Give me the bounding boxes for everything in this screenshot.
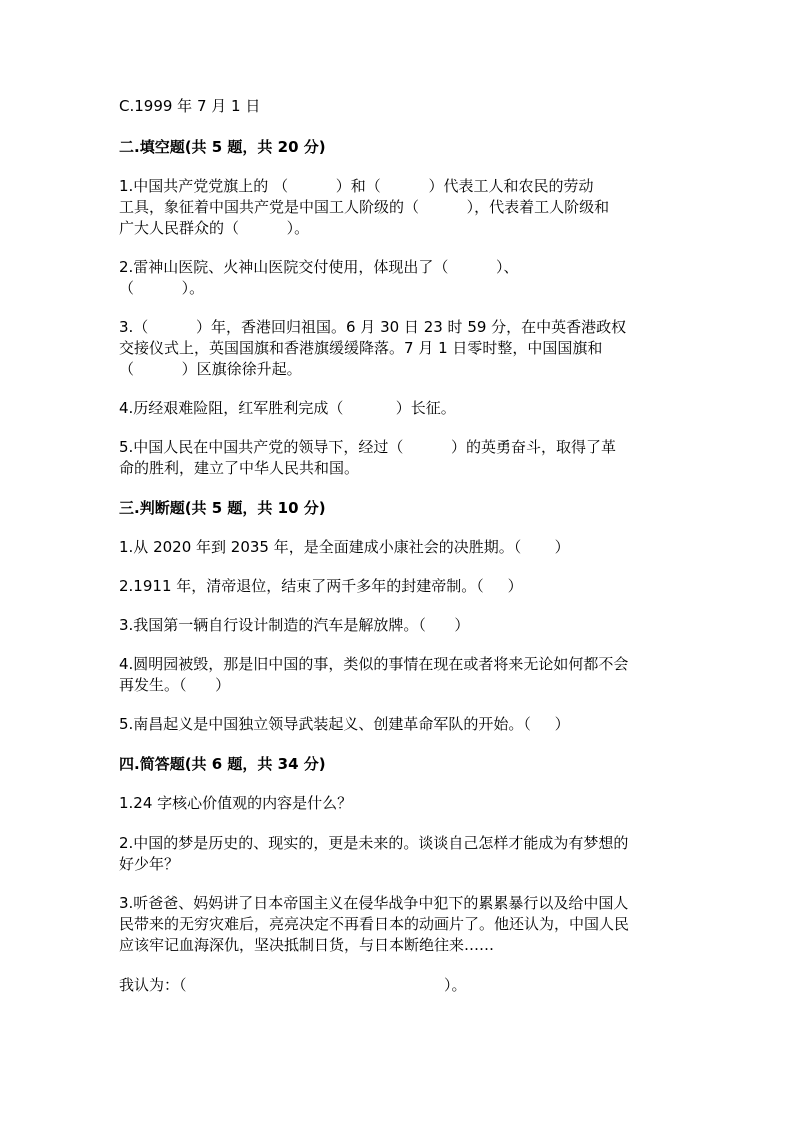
judge-q5: 5.南昌起义是中国独立领导武装起义、创建革命军队的开始。（ ） bbox=[119, 715, 570, 733]
fill-q1-line1: 1.中国共产党党旗上的 （ ）和（ ）代表工人和农民的劳动 bbox=[119, 177, 594, 195]
fill-q1-line3: 广大人民群众的（ ）。 bbox=[119, 219, 310, 237]
short-q3-line3: 应该牢记血海深仇，坚决抵制日货，与日本断绝往来…… bbox=[119, 936, 495, 954]
section-2-heading: 二.填空题(共 5 题，共 20 分) bbox=[119, 138, 326, 156]
fill-q4-line1: 4.历经艰难险阻，红军胜利完成（ ）长征。 bbox=[119, 399, 456, 417]
judge-q4-line1: 4.圆明园被毁，那是旧中国的事，类似的事情在现在或者将来无论如何都不会 bbox=[119, 655, 629, 673]
judge-q3: 3.我国第一辆自行设计制造的汽车是解放牌。（ ） bbox=[119, 616, 470, 634]
short-q3-line1: 3.听爸爸、妈妈讲了日本帝国主义在侵华战争中犯下的累累暴行以及给中国人 bbox=[119, 894, 629, 912]
short-q1: 1.24 字核心价值观的内容是什么？ bbox=[119, 794, 353, 812]
fill-q5-line1: 5.中国人民在中国共产党的领导下，经过（ ）的英勇奋斗，取得了革 bbox=[119, 438, 616, 456]
fill-q2-line1: 2.雷神山医院、火神山医院交付使用，体现出了（ ）、 bbox=[119, 258, 519, 276]
fill-q3-line2: 交接仪式上，英国国旗和香港旗缓缓降落。7 月 1 日零时整，中国国旗和 bbox=[119, 339, 603, 357]
fill-q1-line2: 工具，象征着中国共产党是中国工人阶级的（ ），代表着工人阶级和 bbox=[119, 198, 610, 216]
section-3-heading: 三.判断题(共 5 题，共 10 分) bbox=[119, 499, 326, 517]
judge-q4-line2: 再发生。（ ） bbox=[119, 676, 231, 694]
section-4-heading: 四.简答题(共 6 题，共 34 分) bbox=[119, 755, 326, 773]
short-q2-line1: 2.中国的梦是历史的、现实的，更是未来的。谈谈自己怎样才能成为有梦想的 bbox=[119, 834, 629, 852]
judge-q2: 2.1911 年，清帝退位，结束了两千多年的封建帝制。（ ） bbox=[119, 577, 523, 595]
answer-line: 我认为：（ ）。 bbox=[119, 976, 467, 994]
fill-q3-line3: （ ）区旗徐徐升起。 bbox=[119, 360, 302, 378]
short-q2-line2: 好少年？ bbox=[119, 855, 180, 873]
fill-q2-line2: （ ）。 bbox=[119, 279, 205, 297]
judge-q1: 1.从 2020 年到 2035 年，是全面建成小康社会的决胜期。（ ） bbox=[119, 538, 570, 556]
short-q3-line2: 民带来的无穷灾难后，亮亮决定不再看日本的动画片了。他还认为，中国人民 bbox=[119, 915, 630, 933]
fill-q3-line1: 3.（ ）年，香港回归祖国。6 月 30 日 23 时 59 分，在中英香港政权 bbox=[119, 318, 627, 336]
option-c: C.1999 年 7 月 1 日 bbox=[119, 97, 261, 115]
fill-q5-line2: 命的胜利，建立了中华人民共和国。 bbox=[119, 459, 360, 477]
